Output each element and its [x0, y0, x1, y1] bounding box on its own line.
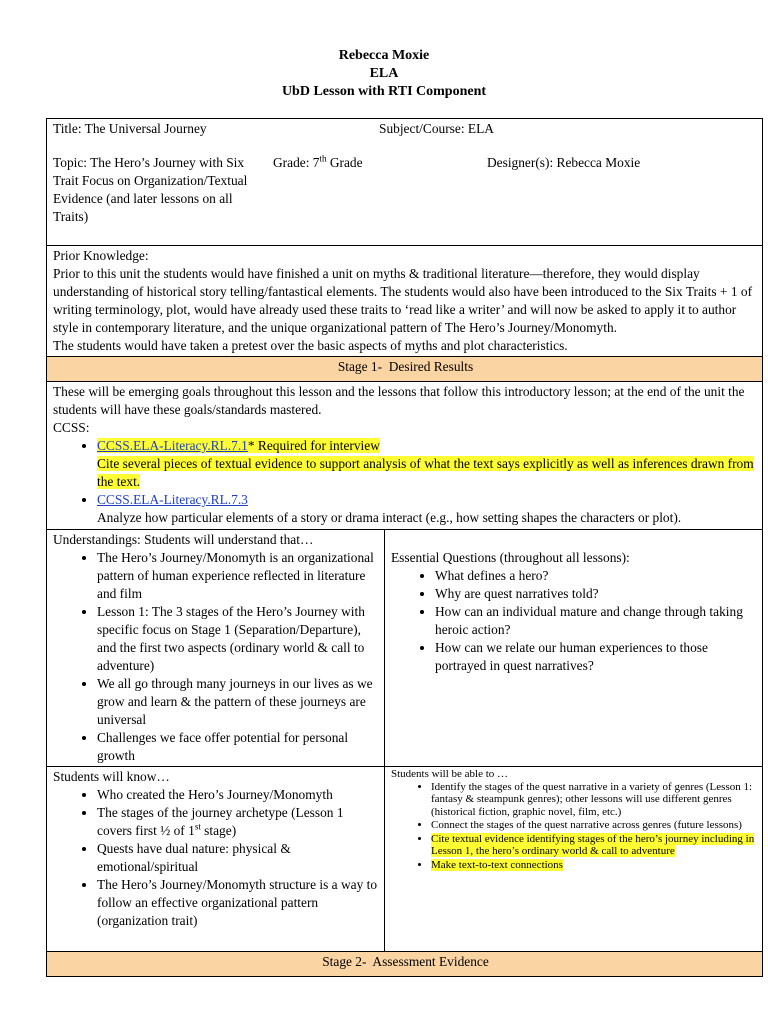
standard-item	[97, 437, 758, 491]
grade-superscript: th	[319, 153, 327, 164]
stage1-row	[47, 357, 763, 382]
essential-question-item: • How can an individual mature and change through taking heroic action?	[435, 603, 758, 639]
know-item	[97, 804, 380, 840]
prior-knowledge-paragraph: Prior to this unit the students would have finished a unit on myths & traditional literature—therefore, they would display understanding of historical story telling/fantastical elements. The students would also have been introduced to the Six Traits + 1 of writing terminology, plot, would have already used these traits to ‘read like a writer’ and will now be asked to apply it to author style in contemporary literature, and the unique organizational pattern of The Hero’s Journey/Monomyth.	[53, 266, 753, 335]
knowledge-skills-row	[47, 767, 763, 952]
stage2-label: Stage 2- Assessment Evidence	[322, 954, 489, 969]
standard-note: * Required for interview	[247, 438, 380, 453]
subject-course: Subject/Course: ELA	[379, 121, 494, 136]
subject-line: ELA	[369, 66, 399, 81]
students-able-heading: Students will be able to …	[391, 768, 509, 780]
stage1-bar	[47, 357, 763, 382]
essential-question-item: • What defines a hero?	[435, 567, 758, 585]
prior-knowledge-pretest: The students would have taken a pretest over the basic aspects of myths and plot characteristics.	[53, 338, 568, 353]
understanding-item: • The Hero’s Journey/Monomyth is an organizational pattern of human experience reflected in literature and film	[97, 549, 380, 603]
know-item: • The Hero’s Journey/Monomyth structure is a way to follow an effective organizational pattern (organization trait)	[97, 876, 380, 930]
know-item-superscript: st	[194, 821, 201, 832]
goals-cell	[47, 382, 763, 530]
stage2-bar	[47, 952, 763, 977]
understanding-item: • Lesson 1: The 3 stages of the Hero’s Journey with specific focus on Stage 1 (Separation/Departure), and the first two aspects (ordinary world & call to adventure)	[97, 603, 380, 675]
info-cell	[47, 119, 763, 246]
grade	[273, 154, 363, 172]
ccss-heading: CCSS:	[53, 420, 90, 435]
students-know-cell	[47, 767, 385, 952]
understandings-list	[53, 549, 380, 765]
lesson-title: Title: The Universal Journey	[53, 121, 207, 136]
standard-item	[97, 491, 758, 527]
grade-suffix: Grade	[326, 155, 363, 170]
understandings-row	[47, 530, 763, 767]
standard-link[interactable]: CCSS.ELA-Literacy.RL.7.3	[97, 492, 248, 507]
info-row	[47, 119, 763, 246]
designer: Designer(s): Rebecca Moxie	[487, 155, 641, 170]
students-able-list	[391, 781, 758, 872]
able-item	[431, 859, 758, 872]
author-name: Rebecca Moxie	[338, 48, 430, 63]
standard-highlight	[97, 438, 380, 453]
standard-link[interactable]: CCSS.ELA-Literacy.RL.7.1	[97, 438, 248, 453]
able-item-highlight: Cite textual evidence identifying stages of the hero’s journey including in Lesson 1, the hero’s ordinary world & call to adventure	[431, 832, 755, 857]
document-header	[0, 47, 768, 101]
know-item-text-end: stage)	[200, 823, 237, 838]
students-know-list	[53, 786, 380, 930]
essential-questions-cell	[385, 530, 763, 767]
students-know-heading: Students will know…	[53, 769, 170, 784]
standard-text: Cite several pieces of textual evidence to support analysis of what the text says explicitly as well as inferences drawn from the text.	[97, 456, 754, 489]
understandings-cell	[47, 530, 385, 767]
know-item: • Quests have dual nature: physical & emotional/spiritual	[97, 840, 380, 876]
able-item: • Identify the stages of the quest narrative in a variety of genres (Lesson 1: fantasy & steampunk genres); other lessons will use different genres (historical fiction, graphic novel, film, etc.)	[431, 781, 758, 819]
prior-knowledge-heading: Prior Knowledge:	[53, 248, 149, 263]
document-title: UbD Lesson with RTI Component	[281, 84, 487, 99]
students-able-cell	[385, 767, 763, 952]
lesson-plan-table	[46, 118, 763, 977]
stage2-row	[47, 952, 763, 977]
understandings-heading: Understandings: Students will understand that…	[53, 532, 314, 547]
grade-prefix: Grade: 7	[273, 155, 320, 170]
prior-knowledge-row	[47, 246, 763, 357]
able-item: • Connect the stages of the quest narrative across genres (future lessons)	[431, 819, 758, 832]
essential-questions-heading: Essential Questions (throughout all lessons):	[391, 550, 630, 565]
goals-row	[47, 382, 763, 530]
understanding-item: • We all go through many journeys in our lives as we grow and learn & the pattern of these journeys are universal	[97, 675, 380, 729]
know-item-text: The stages of the journey archetype (Lesson 1 covers first ½ of 1	[97, 805, 344, 838]
standards-list	[53, 437, 758, 527]
prior-knowledge-cell	[47, 246, 763, 357]
essential-question-item: • Why are quest narratives told?	[435, 585, 758, 603]
able-item	[431, 833, 758, 858]
stage1-label: Stage 1- Desired Results	[337, 359, 474, 374]
know-item: • Who created the Hero’s Journey/Monomyth	[97, 786, 380, 804]
topic: Topic: The Hero’s Journey with Six Trait Focus on Organization/Textual Evidence (and later lessons on all Traits)	[53, 155, 248, 224]
understanding-item: • Challenges we face offer potential for personal growth	[97, 729, 380, 765]
standard-text: Analyze how particular elements of a story or drama interact (e.g., how setting shapes the characters or plot).	[97, 510, 682, 525]
goals-text: These will be emerging goals throughout this lesson and the lessons that follow this introductory lesson; at the end of the unit the students will have these goals/standards mastered.	[53, 384, 745, 417]
able-item-highlight: Make text-to-text connections	[431, 858, 563, 871]
essential-questions-list	[391, 567, 758, 675]
essential-question-item: • How can we relate our human experiences to those portrayed in quest narratives?	[435, 639, 758, 675]
